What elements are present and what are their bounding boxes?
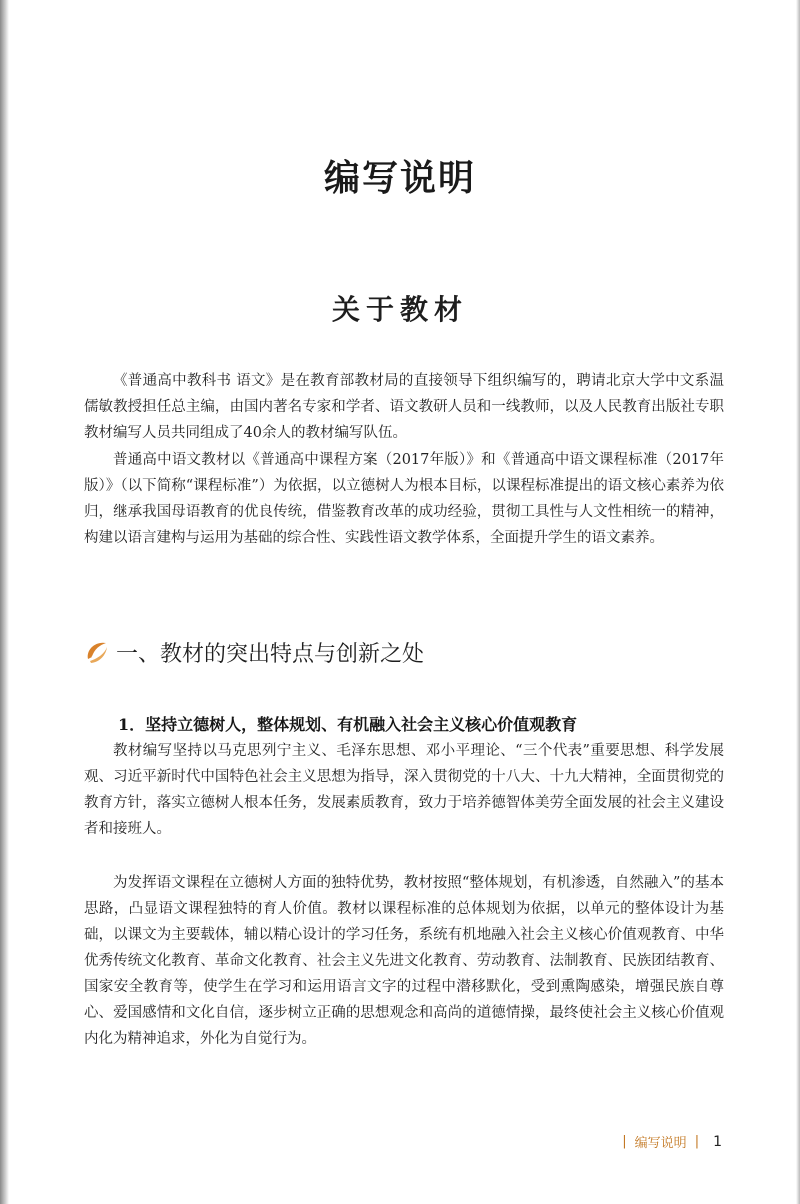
body-paragraph: 为发挥语文课程在立德树人方面的独特优势，教材按照“整体规划，有机渗透，自然融入”的基本思路，凸显语文课程独特的育人价值。教材以课程标准的总体规划为依据，以单元的整体设计为基础，以课文为主要载体，辅以精心设计的学习任务，系统有机地融入社会主义核心价值观教育、中华优秀传统文化教育、革命文化教育、社会主义先进文化教育、劳动教育、法制教育、民族团结教育、国家安全教育等，使学生在学习和运用语言文字的过程中潜移默化，受到熏陶感染，增强民族自尊心、爱国感情和文化自信，逐步树立正确的思想观念和高尚的道德情操，最终使社会主义核心价值观内化为精神追求，外化为自觉行为。: [84, 875, 724, 1047]
page-title: 编写说明: [323, 158, 476, 199]
page-number: 1: [713, 1133, 722, 1150]
intro-paragraph: 《普通高中教科书 语文》是在教育部教材局的直接领导下组织编写的，聘请北京大学中文系温儒敏教授担任总主编，由国内著名专家和学者、语文教研人员和一线教师，以及人民教育出版社专职教材编写人员共同组成了40余人的教材编写队伍。: [84, 373, 724, 441]
footer-divider: |: [622, 1134, 627, 1149]
page-footer: [614, 1132, 722, 1151]
swirl-leaf-icon: [82, 637, 112, 667]
section-title: 关于教材: [331, 293, 468, 326]
subsection-heading: 1．坚持立德树人，整体规划、有机融入社会主义核心价值观教育: [118, 715, 578, 734]
section-heading-text: 一、教材的突出特点与创新之处: [116, 641, 425, 667]
body-paragraph: 教材编写坚持以马克思列宁主义、毛泽东思想、邓小平理论、“三个代表”重要思想、科学发展观、习近平新时代中国特色社会主义思想为指导，深入贯彻党的十八大、十九大精神，全面贯彻党的教育方针，落实立德树人根本任务，发展素质教育，致力于培养德智体美劳全面发展的社会主义建设者和接班人。: [84, 743, 724, 837]
footer-divider: |: [694, 1134, 700, 1149]
intro-paragraph: 普通高中语文教材以《普通高中课程方案（2017年版）》和《普通高中语文课程标准（2017年版）》（以下简称“课程标准”）为依据，以立德树人为根本目标，以课程标准提出的语文核心素养为依归，继承我国母语教育的优良传统，借鉴教育改革的成功经验，贯彻工具性与人文性相统一的精神，构建以语言建构与运用为基础的综合性、实践性语文教学体系，全面提升学生的语文素养。: [84, 452, 724, 546]
footer-label: 编写说明: [634, 1136, 687, 1151]
section-heading: [82, 634, 424, 670]
